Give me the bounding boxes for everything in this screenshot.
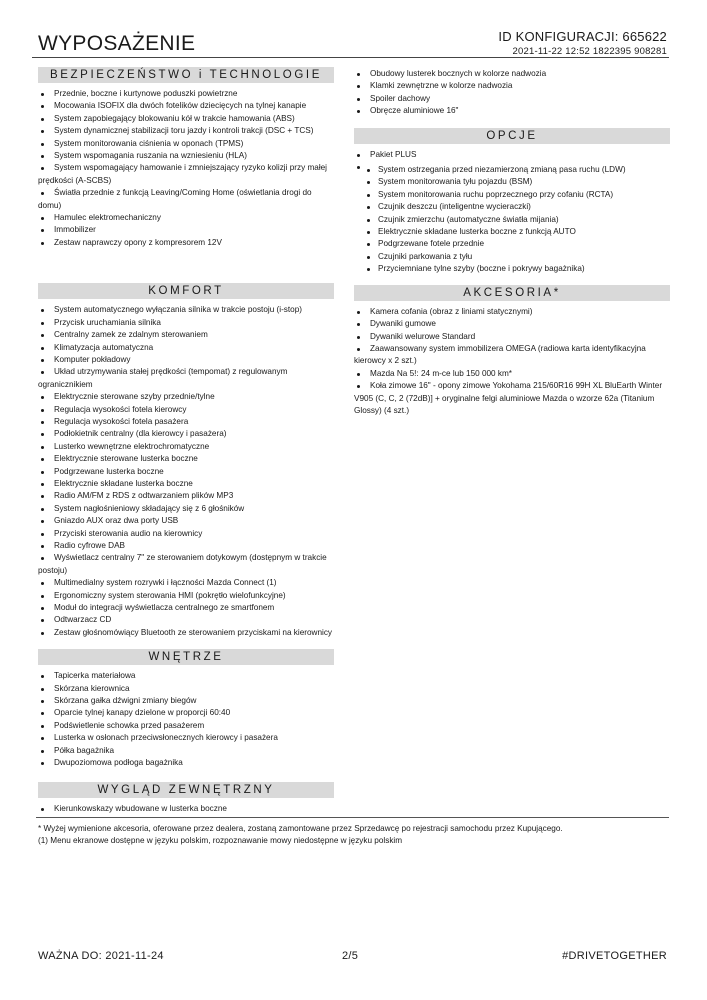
list-item: Czujniki parkowania z tyłu (354, 251, 670, 263)
list-item: System monitorowania tyłu pojazdu (BSM) (354, 176, 670, 188)
section-title: KOMFORT (38, 283, 334, 299)
section-title: WNĘTRZE (38, 649, 334, 665)
list-item: Radio AM/FM z RDS z odtwarzaniem plików MP3 (38, 490, 334, 502)
feature-list (354, 306, 670, 418)
list-item: Spoiler dachowy (354, 93, 670, 105)
feature-list (38, 670, 334, 769)
page-title: WYPOSAŻENIE (38, 32, 196, 55)
page-number: 2/5 (342, 950, 359, 962)
list-item: Dywaniki gumowe (354, 318, 670, 330)
list-item: Elektrycznie składane lusterka boczne (38, 478, 334, 490)
list-item: System monitorowania ciśnienia w oponach (TPMS) (38, 138, 334, 150)
list-item: Zestaw naprawczy opony z kompresorem 12V (38, 237, 334, 249)
section-title: WYGLĄD ZEWNĘTRZNY (38, 782, 334, 798)
section-title: BEZPIECZEŃSTWO i TECHNOLOGIE (38, 67, 334, 83)
list-item: System monitorowania ruchu poprzecznego przy cofaniu (RCTA) (354, 189, 670, 201)
feature-list (38, 88, 334, 249)
list-item: System wspomagania ruszania na wzniesieniu (HLA) (38, 150, 334, 162)
list-item: Mazda Na 5!: 24 m-ce lub 150 000 km* (354, 368, 670, 380)
list-item: Obręcze aluminiowe 16" (354, 105, 670, 117)
package-item: Pakiet PLUS (354, 149, 670, 161)
list-item: Podłokietnik centralny (dla kierowcy i pasażera) (38, 428, 334, 440)
hashtag: #DRIVETOGETHER (562, 950, 667, 962)
footnote-language: (1) Menu ekranowe dostępne w języku polskim, rozpoznawanie mowy niedostępne w języku polskim (38, 836, 403, 845)
list-item: Przyciemniane tylne szyby (boczne i pokrywy bagażnika) (354, 263, 670, 275)
list-item: Czujnik zmierzchu (automatyczne światła mijania) (354, 214, 670, 226)
header-divider (32, 57, 669, 58)
list-item: Tapicerka materiałowa (38, 670, 334, 682)
list-item: Lusterka w osłonach przeciwsłonecznych kierowcy i pasażera (38, 732, 334, 744)
list-item: Przyciski sterowania audio na kierownicy (38, 528, 334, 540)
list-item: Skórzana kierownica (38, 683, 334, 695)
valid-until: WAŻNA DO: 2021-11-24 (38, 950, 164, 962)
list-item: Elektrycznie sterowane szyby przednie/tylne (38, 391, 334, 403)
list-item: Klimatyzacja automatyczna (38, 342, 334, 354)
config-date: 2021-11-22 12:52 1822395 908281 (512, 46, 667, 57)
list-item: Koła zimowe 16" - opony zimowe Yokohama 215/60R16 99H XL BluEarth Winter V905 (C, C, 2 (72dB)] + oryginalne felgi aluminiowe Mazda o wzorze 62a (Titanium Glossy) (4 szt.) (354, 380, 670, 417)
list-item: Zestaw głośnomówiący Bluetooth ze sterowaniem przyciskami na kierownicy (38, 627, 334, 639)
list-item: Światła przednie z funkcją Leaving/Coming Home (oświetlania drogi do domu) (38, 187, 334, 212)
section-title: OPCJE (354, 128, 670, 144)
list-item: Dwupoziomowa podłoga bagażnika (38, 757, 334, 769)
footnote-accessories: * Wyżej wymienione akcesoria, oferowane przez dealera, zostaną zamontowane przez Sprzedawcę po rejestracji samochodu przez Kupującego. (38, 824, 563, 833)
list-item: Kamera cofania (obraz z liniami statycznymi) (354, 306, 670, 318)
list-item: Zaawansowany system immobilizera OMEGA (radiowa karta identyfikacyjna kierowcy x 2 szt.) (354, 343, 670, 368)
section-opcje (354, 128, 670, 276)
list-item: Ergonomiczny system sterowania HMI (pokrętło wielofunkcyjne) (38, 590, 334, 602)
list-item: System zapobiegający blokowaniu kół w trakcie hamowania (ABS) (38, 113, 334, 125)
list-item: Oparcie tylnej kanapy dzielone w proporcji 60:40 (38, 707, 334, 719)
list-item: Przednie, boczne i kurtynowe poduszki powietrzne (38, 88, 334, 100)
list-item: Regulacja wysokości fotela kierowcy (38, 404, 334, 416)
footnotes (38, 823, 678, 847)
section-akcesoria (354, 285, 670, 418)
list-item: Gniazdo AUX oraz dwa porty USB (38, 515, 334, 527)
section-wyglad (38, 782, 334, 815)
list-item: Moduł do integracji wyświetlacza centralnego ze smartfonem (38, 602, 334, 614)
section-bezpieczenstwo (38, 67, 334, 249)
list-item: Obudowy lusterek bocznych w kolorze nadwozia (354, 68, 670, 80)
list-item: Immobilizer (38, 224, 334, 236)
list-item: Hamulec elektromechaniczny (38, 212, 334, 224)
list-item: Podświetlenie schowka przed pasażerem (38, 720, 334, 732)
right-column (354, 68, 670, 417)
feature-list (354, 149, 670, 276)
list-item: Klamki zewnętrzne w kolorze nadwozia (354, 80, 670, 92)
list-item: Podgrzewane lusterka boczne (38, 466, 334, 478)
section-komfort (38, 283, 334, 639)
list-item: Mocowania ISOFIX dla dwóch fotelików dziecięcych na tylnej kanapie (38, 100, 334, 112)
config-info (498, 29, 667, 57)
list-item: Komputer pokładowy (38, 354, 334, 366)
list-item: Dywaniki welurowe Standard (354, 331, 670, 343)
list-item: Elektrycznie sterowane lusterka boczne (38, 453, 334, 465)
list-item: Lusterko wewnętrzne elektrochromatyczne (38, 441, 334, 453)
list-item: System nagłośnieniowy składający się z 6 głośników (38, 503, 334, 515)
list-item: Regulacja wysokości fotela pasażera (38, 416, 334, 428)
feature-list (38, 803, 334, 815)
list-item: Przycisk uruchamiania silnika (38, 317, 334, 329)
footnote-divider (36, 817, 669, 818)
list-item: Multimedialny system rozrywki i łączności Mazda Connect (1) (38, 577, 334, 589)
feature-list (354, 68, 670, 118)
list-item: System ostrzegania przed niezamierzoną zmianą pasa ruchu (LDW) (354, 164, 670, 176)
list-item: Wyświetlacz centralny 7" ze sterowaniem dotykowym (dostępnym w trakcie postoju) (38, 552, 334, 577)
list-item: Elektrycznie składane lusterka boczne z funkcją AUTO (354, 226, 670, 238)
list-item: Odtwarzacz CD (38, 614, 334, 626)
feature-list (38, 304, 334, 639)
list-item: System wspomagający hamowanie i zmniejszający ryzyko kolizji przy małej prędkości (A-SCBS) (38, 162, 334, 187)
list-item: Podgrzewane fotele przednie (354, 238, 670, 250)
list-item: System automatycznego wyłączania silnika w trakcie postoju (i-stop) (38, 304, 334, 316)
list-item: Radio cyfrowe DAB (38, 540, 334, 552)
list-item: Układ utrzymywania stałej prędkości (tempomat) z regulowanym ogranicznikiem (38, 366, 334, 391)
left-column (38, 67, 334, 815)
list-item: Półka bagażnika (38, 745, 334, 757)
list-item: Czujnik deszczu (inteligentne wycieraczki) (354, 201, 670, 213)
config-id: ID KONFIGURACJI: 665622 (498, 29, 667, 44)
section-title: AKCESORIA* (354, 285, 670, 301)
list-item: Kierunkowskazy wbudowane w lusterka boczne (38, 803, 334, 815)
section-wyglad-continued (354, 68, 670, 118)
list-item: Centralny zamek ze zdalnym sterowaniem (38, 329, 334, 341)
list-item: Skórzana gałka dźwigni zmiany biegów (38, 695, 334, 707)
list-item: System dynamicznej stabilizacji toru jazdy i kontroli trakcji (DSC + TCS) (38, 125, 334, 137)
section-wnetrze (38, 649, 334, 769)
